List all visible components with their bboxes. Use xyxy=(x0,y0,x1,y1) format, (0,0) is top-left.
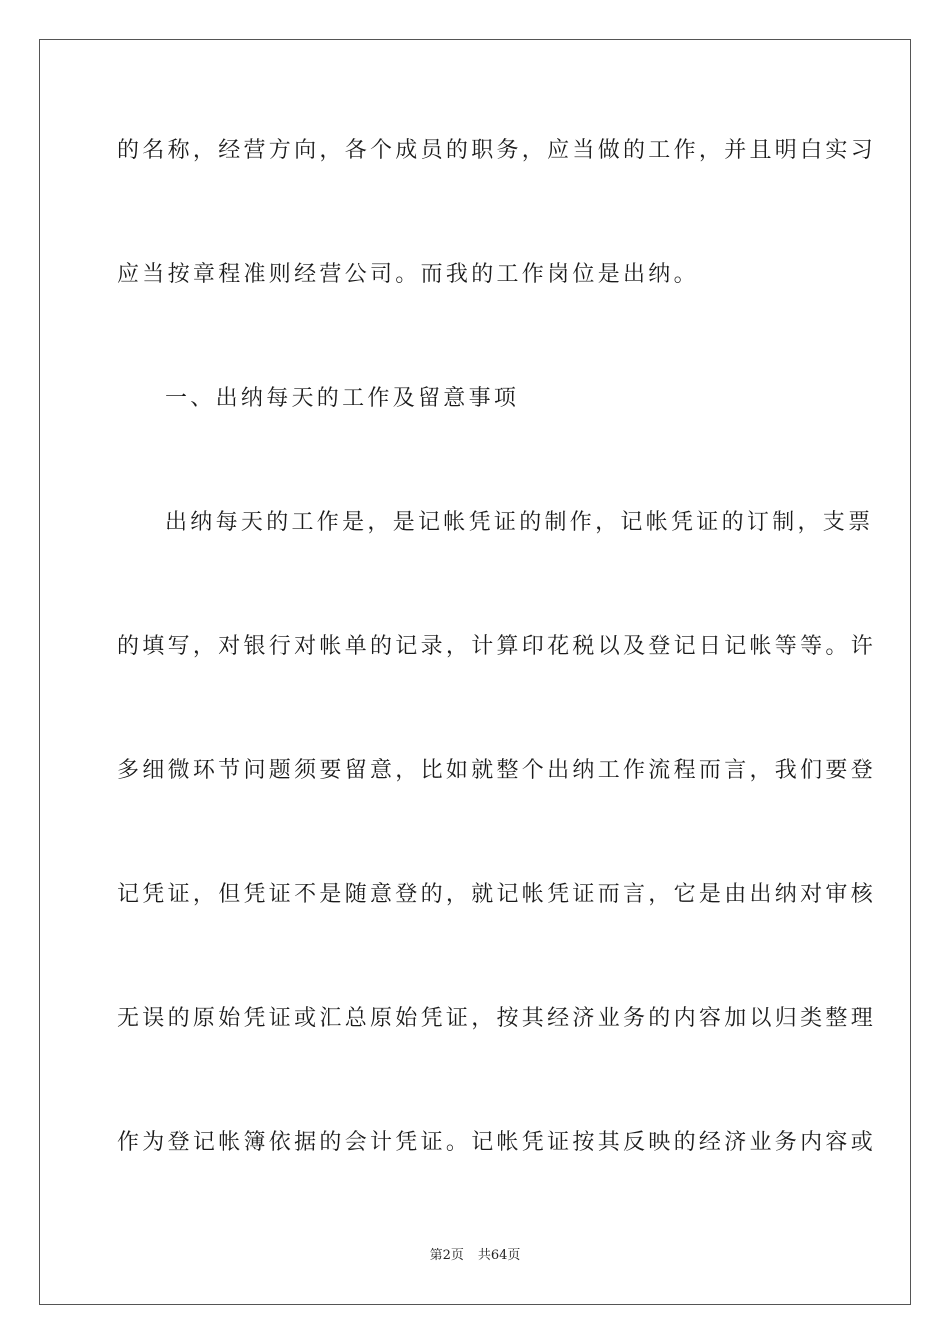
page-footer xyxy=(0,1247,950,1265)
body-text-line: 作为登记帐簿依据的会计凭证。记帐凭证按其反映的经济业务内容或 xyxy=(117,1130,877,1155)
page-frame xyxy=(39,39,911,1305)
page-number: 第2页 xyxy=(429,1248,464,1263)
section-heading: 一、出纳每天的工作及留意事项 xyxy=(165,386,520,411)
total-pages: 共64页 xyxy=(477,1248,521,1263)
body-text-line: 记凭证，但凭证不是随意登的，就记帐凭证而言，它是由出纳对审核 xyxy=(117,882,877,907)
body-text-line: 的名称，经营方向，各个成员的职务，应当做的工作，并且明白实习 xyxy=(117,138,877,163)
body-text-line: 无误的原始凭证或汇总原始凭证，按其经济业务的内容加以归类整理 xyxy=(117,1006,877,1031)
body-text-line: 出纳每天的工作是，是记帐凭证的制作，记帐凭证的订制，支票 xyxy=(165,510,874,535)
body-text-line: 的填写，对银行对帐单的记录，计算印花税以及登记日记帐等等。许 xyxy=(117,634,877,659)
body-text-line: 应当按章程准则经营公司。而我的工作岗位是出纳。 xyxy=(117,262,699,287)
body-text-line: 多细微环节问题须要留意，比如就整个出纳工作流程而言，我们要登 xyxy=(117,758,877,783)
